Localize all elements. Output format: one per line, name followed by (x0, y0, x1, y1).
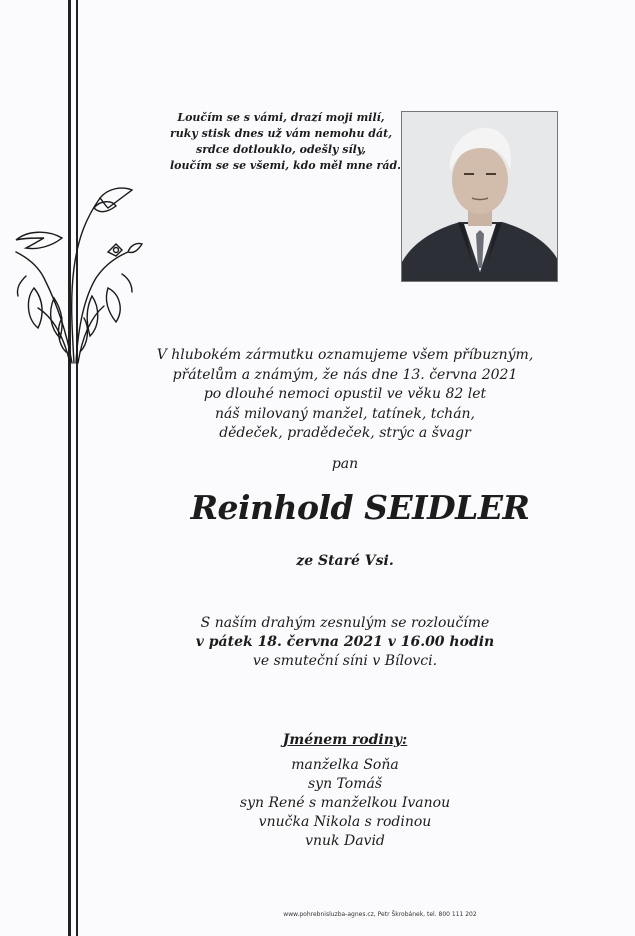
deceased-name: Reinhold SEIDLER (190, 488, 530, 527)
poem-line: Loučím se s vámi, drazí moji milí, (177, 111, 385, 124)
funeral-service-footer: www.pohrebnisluzba-agnes.cz, Petr Škrobánek, tel. 800 111 202 (283, 911, 477, 918)
salutation: pan (331, 456, 359, 472)
family-member: syn Tomáš (307, 776, 383, 792)
family-member: vnuk David (305, 833, 385, 849)
deceased-origin: ze Staré Vsi. (296, 553, 394, 569)
death-announcement (150, 346, 540, 444)
family-member: manželka Soňa (291, 757, 399, 773)
family-members (220, 756, 470, 851)
announcement-line: V hlubokém zármutku oznamujeme všem příbuzným, (156, 347, 534, 363)
portrait-figure-icon (402, 112, 558, 282)
poem-line: ruky stisk dnes už vám nemohu dát, (170, 127, 393, 140)
ceremony-details (150, 614, 540, 671)
ceremony-place: ve smuteční síni v Bílovci. (252, 653, 438, 669)
announcement-line: dědeček, pradědeček, strýc a švagr (219, 425, 471, 441)
poem-line: srdce dotlouklo, odešly síly, (196, 143, 366, 156)
decorative-vertical-rule-inner (76, 0, 78, 936)
announcement-line: náš milovaný manžel, tatínek, tchán, (214, 405, 476, 422)
ceremony-datetime: v pátek 18. června 2021 v 16.00 hodin (195, 634, 495, 650)
family-member: vnučka Nikola s rodinou (258, 814, 432, 830)
calla-lily-ornament-icon (4, 178, 144, 368)
announcement-line: po dlouhé nemoci opustil ve věku 82 let (203, 386, 487, 402)
announcement-line: přátelům a známým, že nás dne 13. června 2021 (172, 366, 518, 383)
family-member: syn René s manželkou Ivanou (239, 795, 451, 811)
portrait-photo (401, 111, 558, 282)
ceremony-intro: S naším drahým zesnulým se rozloučíme (200, 615, 490, 631)
memorial-poem (170, 110, 401, 174)
decorative-vertical-rule-outer (68, 0, 71, 936)
family-heading: Jménem rodiny: (282, 732, 408, 748)
poem-line: loučím se se všemi, kdo měl mne rád. (170, 159, 401, 172)
